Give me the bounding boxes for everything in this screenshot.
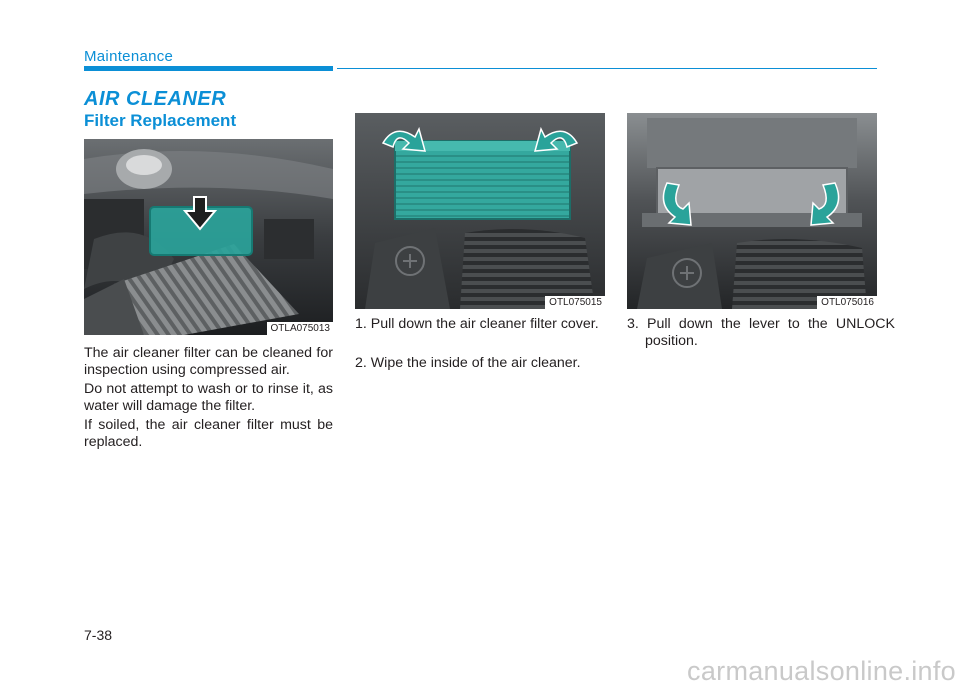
- step-3: 3. Pull down the lever to the UNLOCK position.: [627, 316, 895, 349]
- header-rule-line: [337, 68, 877, 69]
- figure-lever-photo: [627, 113, 877, 309]
- step-1: 1. Pull down the air cleaner filter cover.: [355, 316, 599, 332]
- figure-code: OTL075016: [817, 296, 877, 309]
- figure-filter-cover-photo: [355, 113, 605, 309]
- figure-code: OTLA075013: [267, 322, 334, 335]
- figure-code: OTL075015: [545, 296, 605, 309]
- header-section-label: Maintenance: [84, 48, 174, 65]
- watermark: carmanualsonline.info: [687, 656, 956, 686]
- subsection-title: Filter Replacement: [84, 111, 237, 130]
- paragraph-do-not-wash: Do not attempt to wash or to rinse it, as water will damage the filter.: [84, 381, 333, 414]
- paragraph-replace-if-soiled: If soiled, the air cleaner filter must be replaced.: [84, 417, 333, 450]
- paragraph-compressed-air: The air cleaner filter can be cleaned for inspection using compressed air.: [84, 345, 333, 378]
- step-2: 2. Wipe the inside of the air cleaner.: [355, 355, 581, 371]
- page-number: 7-38: [84, 627, 113, 643]
- figure-engine-bay-photo: [84, 139, 333, 335]
- section-title: AIR CLEANER: [84, 88, 227, 110]
- header-rule-accent: [84, 66, 333, 71]
